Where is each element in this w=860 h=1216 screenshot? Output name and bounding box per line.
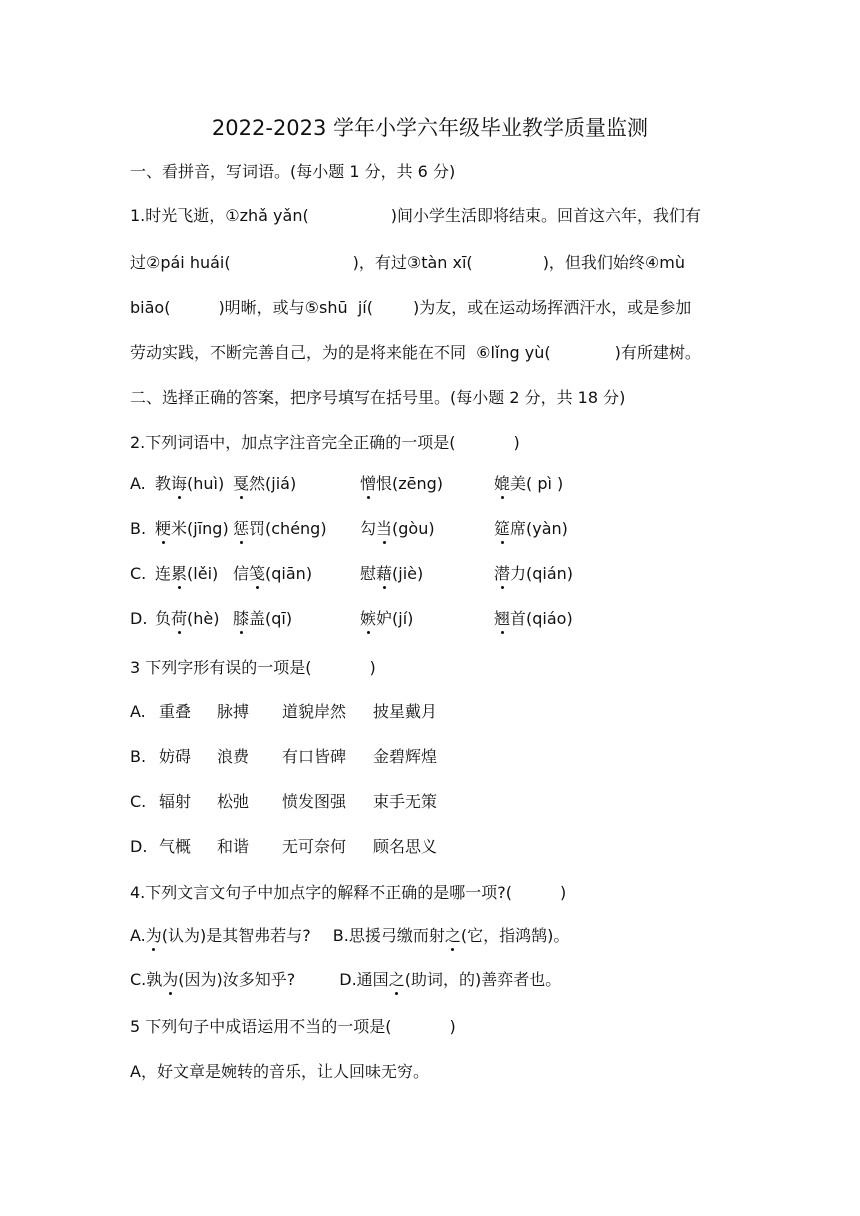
option-word [494,519,568,539]
word-part: (qiān) [265,564,313,583]
word-part: 勾 [360,519,377,538]
question-2-option-row [130,564,730,586]
option-word [155,609,220,629]
word-part: 席(yàn) [510,519,568,538]
dotted-char: 笺 [249,564,266,583]
option-word: 气概 [159,837,192,856]
dotted-char: 憎 [360,474,377,493]
section1-heading: 一、看拼音，写词语。(每小题 1 分，共 6 分) [130,162,456,181]
word-part: 负 [155,609,172,628]
word-part: 罚(chéng) [249,519,327,538]
option-word: 无可奈何 [282,837,347,856]
word-part: 盖(qī) [249,609,293,628]
question-2-option-row [130,474,730,496]
word-part: 教 [155,474,172,493]
fill-line-3: biāo( )明晰，或与⑤shū jí( )为友，或在运动场挥洒汗水，或是参加 [130,298,692,317]
dotted-char: 惩 [233,519,250,538]
option-word [233,474,296,494]
option-word: 妨碍 [159,747,192,766]
option-word [360,564,423,584]
option-label: C. [130,792,147,811]
word-part: 慰 [360,564,377,583]
dotted-char: 累 [171,564,188,583]
option-word: 松弛 [217,792,250,811]
word-part: 连 [155,564,172,583]
dotted-char: 为 [145,926,162,945]
question-3-option-row [130,837,730,859]
question-5-option-a: A，好文章是婉转的音乐，让人回味无穷。 [130,1062,429,1081]
option-label: D. [130,837,148,856]
dotted-char: 之 [444,926,461,945]
option-word [155,519,229,539]
word-part: 信 [233,564,250,583]
word-part: 首(qiáo) [510,609,573,628]
option-word: 披星戴月 [373,702,438,721]
dotted-char: 戛 [233,474,250,493]
option-word [233,564,312,584]
question-4-stem: 4.下列文言文句子中加点字的解释不正确的是哪一项?( ) [130,883,567,902]
option-word: 和谐 [217,837,250,856]
dotted-char: 当 [376,519,393,538]
option-word [155,474,224,494]
question-3-option-row [130,747,730,769]
dotted-char: 诲 [171,474,188,493]
dotted-char: 粳 [155,519,172,538]
option-word [360,609,413,629]
option-word [360,474,443,494]
question-2-stem: 2.下列词语中，加点字注音完全正确的一项是( ) [130,433,520,452]
word-part: 力(qián) [510,564,574,583]
section2-heading: 二、选择正确的答案，把序号填写在括号里。(每小题 2 分，共 18 分) [130,388,626,407]
option-word: 浪费 [217,747,250,766]
word-part: 恨(zēng) [376,474,444,493]
option-word: 金碧辉煌 [373,747,438,766]
dotted-char: 翘 [494,609,511,628]
option-word: 有口皆碑 [282,747,347,766]
word-part: 美( pì ) [510,474,564,493]
dotted-char: 潜 [494,564,511,583]
word-part: 妒(jí) [376,609,414,628]
question-3-stem: 3 下列字形有误的一项是( ) [130,658,376,677]
dotted-char: 膝 [233,609,250,628]
fill-line-1: 1.时光飞逝，①zhǎ yǎn( )间小学生活即将结束。回首这六年，我们有 [130,206,701,225]
fill-line-4: 劳动实践，不断完善自己，为的是将来能在不同 ⑥lǐng yù( )有所建树。 [130,343,701,362]
option-label: B. [130,519,147,538]
option-word: 束手无策 [373,792,438,811]
question-4-options-row-2: C.孰为(因为)汝多知乎? D.通国之(助词，的)善弈者也。 [130,970,562,989]
word-part: 然(jiá) [249,474,297,493]
option-label: B. [130,747,147,766]
option-word [494,474,563,494]
dotted-char: 筵 [494,519,511,538]
dotted-char: 荷 [171,609,188,628]
option-word [233,519,327,539]
option-word [233,609,292,629]
dotted-char: 之 [388,970,405,989]
dotted-char: 媲 [494,474,511,493]
option-word: 顾名思义 [373,837,438,856]
option-word: 脉搏 [217,702,250,721]
word-part: (hè) [187,609,220,628]
word-part: (huì) [187,474,225,493]
question-2-option-row [130,519,730,541]
fill-line-2: 过②pái huái( )，有过③tàn xī( )，但我们始终④mù [130,253,686,272]
option-word: 辐射 [159,792,192,811]
option-word: 道貌岸然 [282,702,347,721]
option-label: C. [130,564,147,583]
word-part: (gòu) [392,519,435,538]
option-word [155,564,218,584]
document-title: 2022-2023 学年小学六年级毕业教学质量监测 [211,116,649,140]
option-word: 重叠 [159,702,192,721]
option-label: D. [130,609,148,628]
question-3-option-row [130,792,730,814]
word-part: (jiè) [392,564,424,583]
option-word [360,519,435,539]
option-label: A. [130,474,146,493]
option-word: 愤发图强 [282,792,347,811]
dotted-char: 为 [162,970,179,989]
option-label: A. [130,702,146,721]
word-part: (lěi) [187,564,219,583]
question-4-options-row-1: A.为(认为)是其智弗若与? B.思援弓缴而射之(它，指鸿鹄)。 [130,926,570,945]
word-part: 米(jīng) [171,519,229,538]
question-2-option-row [130,609,730,631]
dotted-char: 藉 [376,564,393,583]
option-word [494,609,573,629]
option-word [494,564,573,584]
dotted-char: 嫉 [360,609,377,628]
question-5-stem: 5 下列句子中成语运用不当的一项是( ) [130,1017,456,1036]
question-3-option-row [130,702,730,724]
